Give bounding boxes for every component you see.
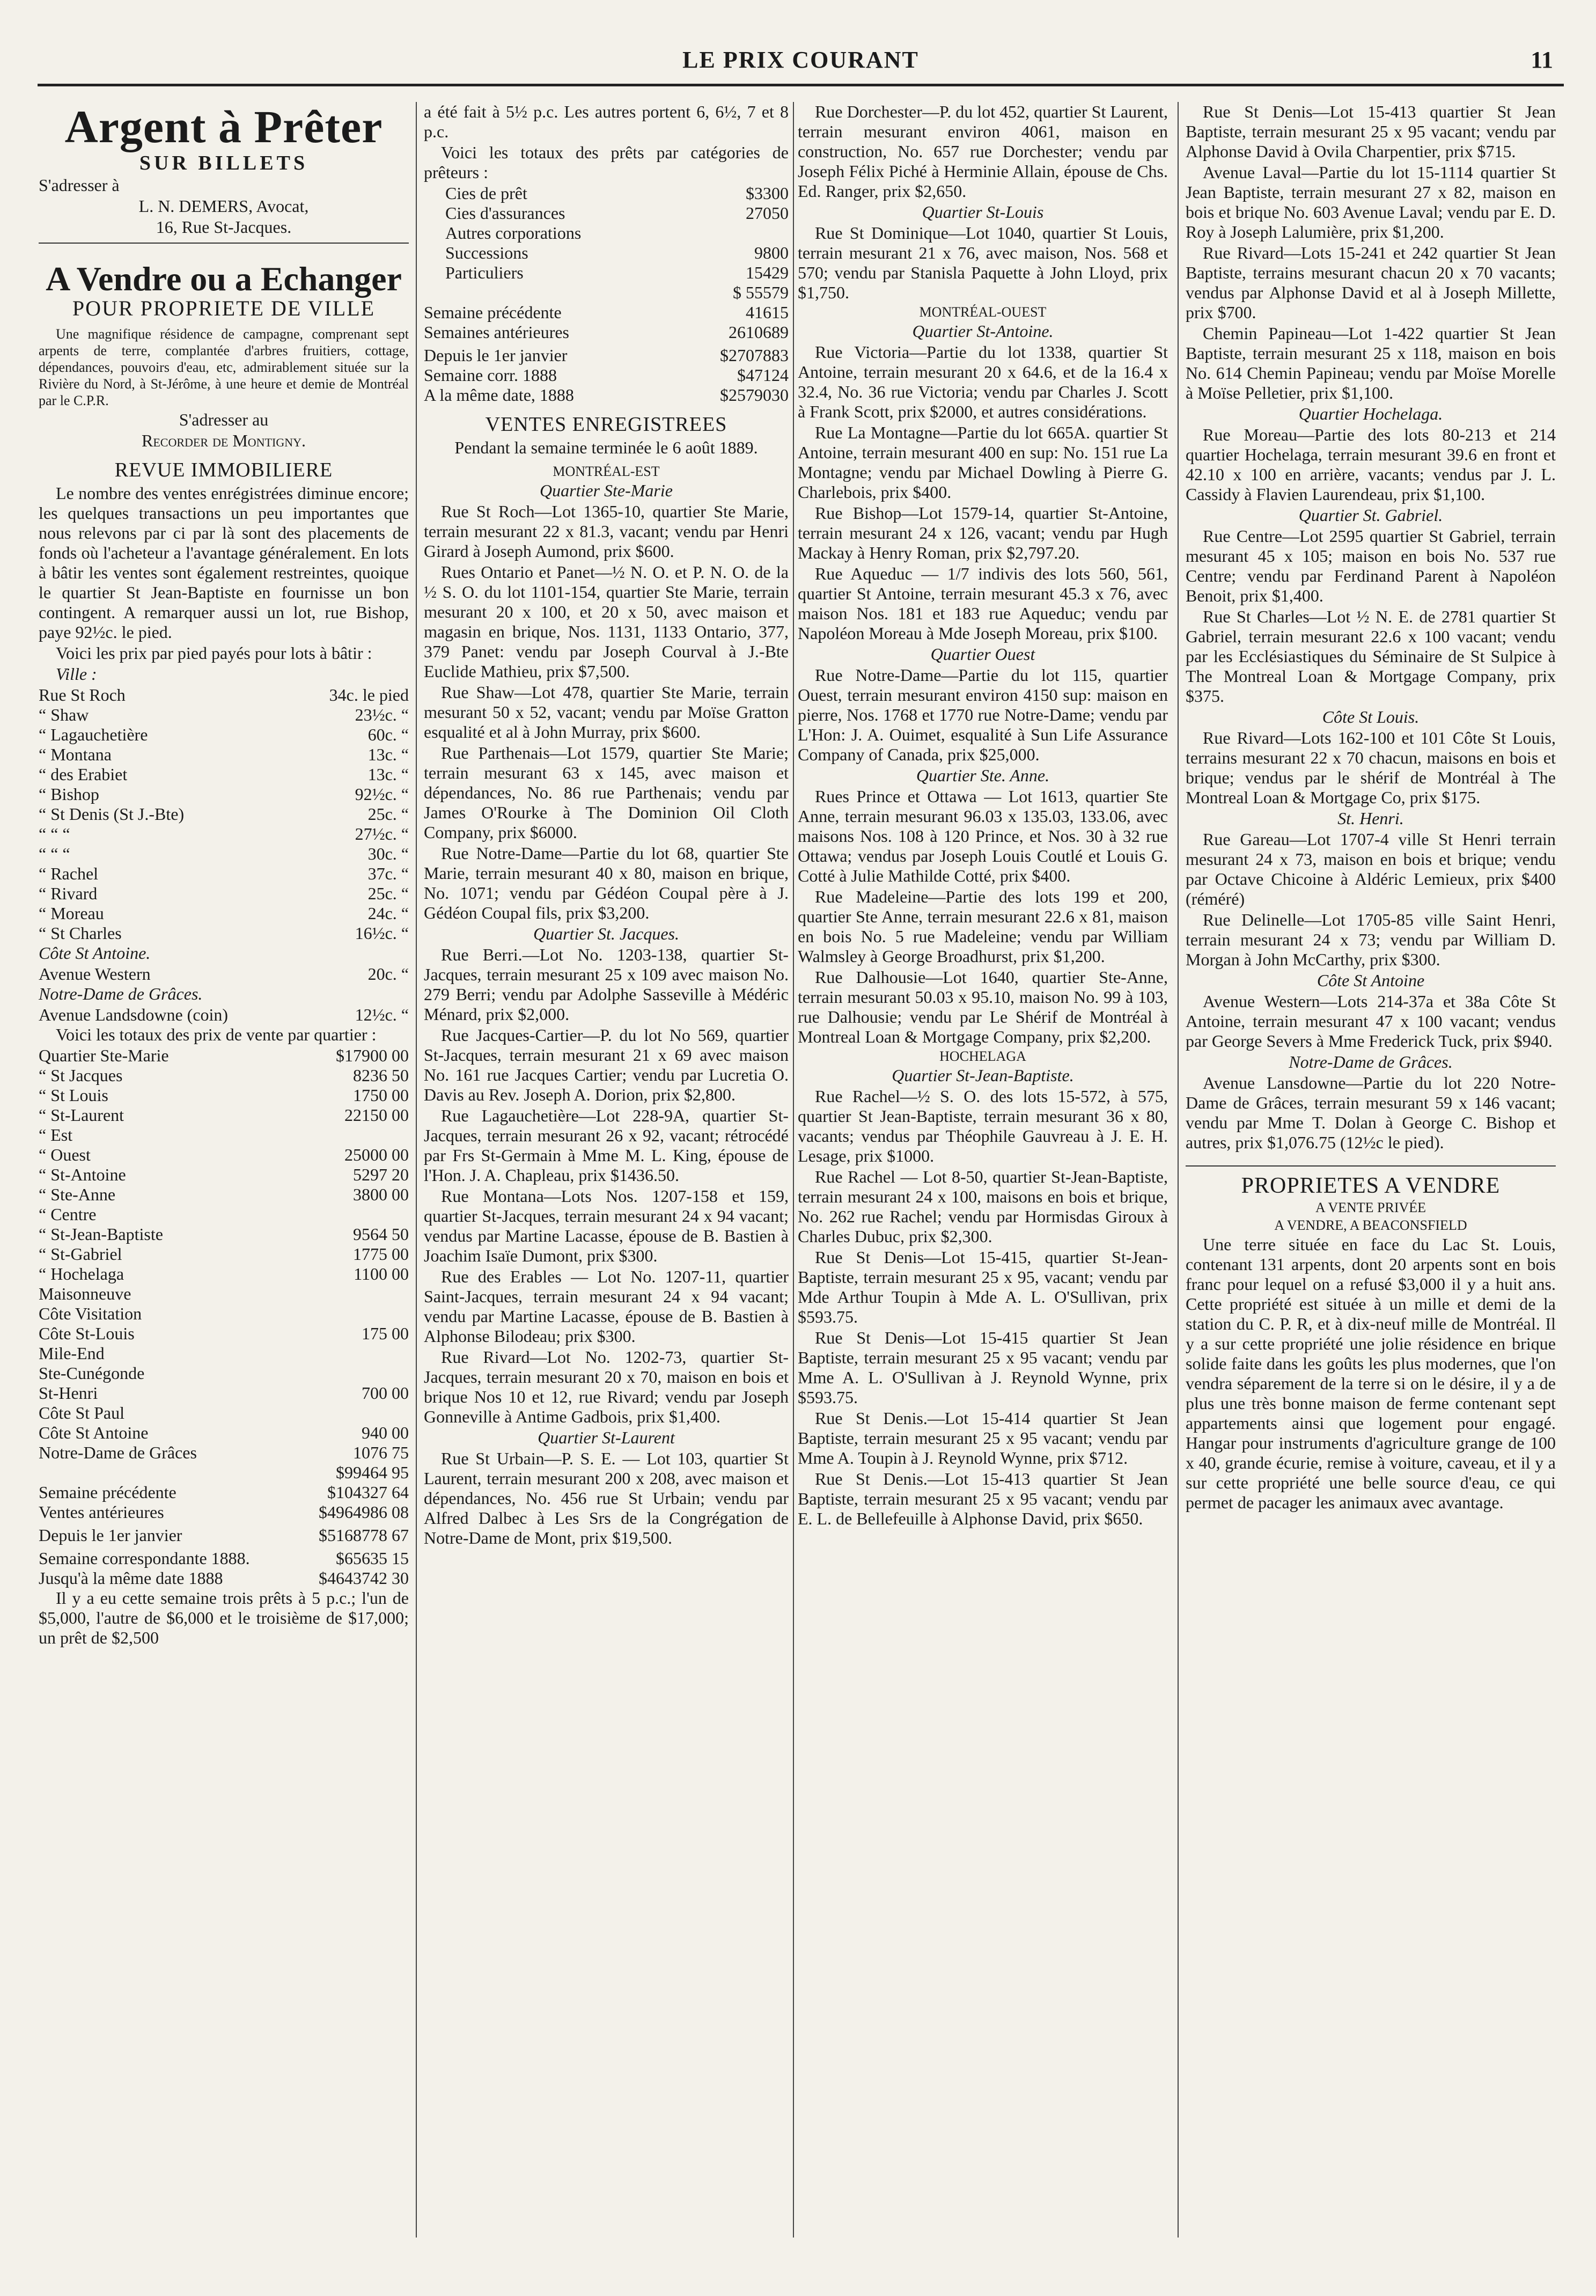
- row-value: 25c. “: [367, 884, 409, 903]
- ad-text: 16, Rue St-Jacques.: [156, 217, 292, 237]
- list-row: [445, 223, 789, 243]
- total-row: [39, 1525, 409, 1545]
- subheading: Notre-Dame de Grâces.: [39, 984, 203, 1003]
- sale-entry: Rue La Montagne—Partie du lot 665A. quartier St Antoine, terrain mesurant 400 en sup: No. 151 rue La Montagne; vendu par Michael Dowling à Pierre G. Charlebois, prix $400.: [798, 423, 1168, 502]
- total-value: $5168778 67: [319, 1525, 409, 1545]
- row-value: 41615: [746, 303, 789, 322]
- sale-entry: Rue Dalhousie—Lot 1640, quartier Ste-Anne, terrain mesurant 50.03 x 95.10, maison No. 99 à 103, rue Dalhousie; vendu par Le Shérif de Montréal à Montreal Loan & Mortgage Company, prix $2,200.: [798, 967, 1168, 1046]
- column-rule: [1178, 102, 1179, 2238]
- price-label: Avenue Landsdowne (coin): [39, 1005, 229, 1024]
- row-value: [328, 1125, 409, 1145]
- section-subtitle: Pendant la semaine terminée le 6 août 1889.: [454, 438, 758, 457]
- total-row: [424, 283, 789, 303]
- list-row: [39, 1085, 409, 1105]
- total-row: [39, 1463, 409, 1483]
- price-row: [39, 1005, 409, 1025]
- list-row: [39, 784, 409, 804]
- sales-list: [1186, 830, 1556, 970]
- newspaper-title: LE PRIX COURANT: [682, 47, 919, 73]
- list-row: [39, 1423, 409, 1443]
- row-value: 23½c. “: [355, 705, 409, 724]
- row-label: A la même date, 1888: [424, 385, 574, 405]
- sale-entry: Rue Berri.—Lot No. 1203-138, quartier St-Jacques, terrain mesurant 25 x 109 avec maison No. 279 Berri; vendu par Adolphe Sasseville à Médéric Ménard, prix $2,000.: [424, 945, 789, 1024]
- sale-entry: Avenue Laval—Partie du lot 15-1114 quartier St Jean Baptiste, terrain mesurant 27 x 82, maison en bois et brique No. 603 Avenue Laval; vendu par E. D. Roy à Joseph Lalumière, prix $1,200.: [1186, 163, 1556, 241]
- row-label: “ Rachel: [39, 864, 99, 883]
- sale-entry: Avenue Western—Lots 214-37a et 38a Côte St Antoine, terrain mesurant 47 x 100 vacant; vendus par George Severs à Mme Frederick Tuck, prix $940.: [1186, 992, 1556, 1051]
- paragraph: Voici les totaux des prix de vente par quartier :: [56, 1025, 377, 1044]
- row-value: [328, 1304, 409, 1324]
- ward-heading: Côte St Louis.: [1322, 707, 1420, 727]
- row-label: Côte St Paul: [39, 1403, 125, 1422]
- row-label: “ Shaw: [39, 705, 89, 724]
- summary-list: [424, 346, 789, 405]
- row-value: 9564 50: [353, 1224, 409, 1244]
- sale-entry: Rue Bishop—Lot 1579-14, quartier St-Antoine, terrain mesurant 24 x 126, vacant; vendu par Hugh Mackay à Henry Roman, prix $2,797.20.: [798, 503, 1168, 562]
- row-value: [328, 1403, 409, 1423]
- ward-heading: Notre-Dame de Grâces.: [1289, 1052, 1453, 1072]
- row-label: Semaine précédente: [39, 1483, 176, 1502]
- sales-list: [798, 787, 1168, 1047]
- sale-entry: Rue Rivard—Lots 15-241 et 242 quartier St Jean Baptiste, terrains mesurant chacun 20 x 70 vacants; vendus par Alphonse David et al à Joseph Millette, prix $700.: [1186, 243, 1556, 322]
- price-row: [39, 964, 409, 984]
- list-row: [39, 1105, 409, 1125]
- sales-list: [1186, 992, 1556, 1051]
- row-value: 37c. “: [367, 864, 409, 883]
- sale-entry: Rue Victoria—Partie du lot 1338, quartier St Antoine, terrain mesurant 20 x 64.6, et de la 16.4 x 32.4, No. 36 rue Victoria; vendu par Charles J. Scott à Frank Scott, prix $2000, et autres considérations.: [798, 342, 1168, 421]
- row-value: 2610689: [729, 322, 789, 342]
- sale-entry: Rue des Erables — Lot No. 1207-11, quartier Saint-Jacques, terrain mesurant 24 x 94 vacant; vendu par Martine Lacasse, épouse de B. Bastien à Alphonse Bilodeau; prix $300.: [424, 1267, 789, 1346]
- list-row: [445, 203, 789, 223]
- list-row: [39, 1344, 409, 1363]
- sales-list: [1186, 1073, 1556, 1153]
- row-label: Notre-Dame de Grâces: [39, 1443, 197, 1462]
- list-row: [39, 1244, 409, 1264]
- row-label: St-Henri: [39, 1383, 98, 1403]
- paragraph: Une terre située en face du Lac St. Louis, contenant 131 arpents, dont 20 arpents sont en bois franc pour lequel on a refusé $3,000 il y a huit ans. Cette propriété est située à un mille et demi de la station du C. P. R, et à dix-neuf mille de Montréal. Il y a sur cette propriété une jolie résidence en brique solide faite dans les goûts les plus modernes, que l'on vendra séparement de la terre si on le désire, il y a de plus une très bonne maison de ferme contenant sept appartements ainsi que logement pour engagé. Hangar pour instruments d'agriculture grange de 100 x 40, grande écurie, remise à voiture, caveau, et il y a sur cette propriété une belle source d'eau, ce qui permet de pacager les animaux avec avantage.: [1186, 1235, 1556, 1512]
- row-value: [328, 1205, 409, 1224]
- sale-entry: Rues Ontario et Panet—½ N. O. et P. N. O. de la ½ S. O. du lot 1101-154, quartier Ste Marie, terrain mesurant 20 x 100, et 20 x 50, avec maison et magasin en brique, Nos. 1131, 1133 Ontario, 377, 379 Panet: vendu par Joseph Courval à J.-Bte Euclide Mathieu, prix $7,500.: [424, 562, 789, 681]
- row-label: “ Bishop: [39, 784, 99, 804]
- ward-heading: Quartier St-Antoine.: [912, 321, 1054, 341]
- paragraph: Le nombre des ventes enrégistrées diminue encore; les quelques transactions un peu importantes que nous relevons par ci par là sont des placements de fonds où l'acheteur a l'avantage généralement. En lots à bâtir les ventes sont également restreintes, quoique le quartier St Jean-Baptiste en fournisse un bon contingent. A remarquer aussi un lot, rue Bishop, paye 92½c. le pied.: [39, 483, 409, 642]
- row-label: Ventes antérieures: [39, 1502, 164, 1522]
- row-value: 60c. “: [367, 725, 409, 744]
- row-label: “ “ “: [39, 844, 70, 863]
- list-row: [39, 824, 409, 844]
- section-subtitle: A VENTE PRIVÉE: [1315, 1200, 1426, 1215]
- row-label: “ des Erabiet: [39, 765, 128, 784]
- sale-entry: Rue St Denis—Lot 15-415 quartier St Jean Baptiste, terrain mesurant 25 x 95 vacant; vendu par Mme A. L. O'Sullivan à J. Reynold Wynne, prix $593.75.: [798, 1328, 1168, 1407]
- ward-heading: Quartier Ste. Anne.: [916, 766, 1050, 785]
- row-label: Côte St Antoine: [39, 1423, 149, 1442]
- sale-entry: Rue Rivard—Lot No. 1202-73, quartier St-Jacques, terrain mesurant 20 x 70, maison en bois et brique Nos 10 et 12, rue Rivard; vendu par Joseph Gonneville à Antime Gadbois, prix $1,400.: [424, 1347, 789, 1426]
- sale-entry: Rue St Dominique—Lot 1040, quartier St Louis, terrain mesurant 21 x 76, avec maison, Nos. 568 et 570; vendu par Stanisla Paquette à John Lloyd, prix $1,750.: [798, 223, 1168, 302]
- list-row: [424, 346, 789, 365]
- list-row: [39, 685, 409, 705]
- price-label: Avenue Western: [39, 964, 151, 984]
- sale-entry: Rue St Denis.—Lot 15-414 quartier St Jean Baptiste, terrain mesurant 25 x 95 vacant; vendu par Mme A. Toupin à J. Reynold Wynne, prix $712.: [798, 1409, 1168, 1468]
- subheading: Ville :: [56, 664, 97, 684]
- district-heading: MONTRÉAL-EST: [553, 464, 660, 479]
- row-value: 30c. “: [367, 844, 409, 863]
- row-value: 700 00: [362, 1383, 409, 1403]
- row-value: 15429: [746, 263, 789, 282]
- ad-text: S'adresser au: [179, 410, 269, 429]
- sale-entry: Rue Delinelle—Lot 1705-85 ville Saint Henri, terrain mesurant 24 x 73; vendu par William D. Morgan à John McCarthy, prix $300.: [1186, 910, 1556, 969]
- list-row: [424, 365, 789, 385]
- row-label: Semaines antérieures: [424, 322, 569, 342]
- row-label: Rue St Roch: [39, 685, 126, 705]
- column-1: [39, 102, 409, 2259]
- list-row: [39, 904, 409, 923]
- row-label: “ St Louis: [39, 1085, 108, 1105]
- ad-text: Recorder de Montigny.: [142, 431, 306, 450]
- sale-entry: Rue Aqueduc — 1/7 indivis des lots 560, 561, quartier St Antoine, terrain mesurant 45.3 x 76, avec maison Nos. 181 et 183 rue Aqueduc; vendu par Napoléon Moreau à Mde Joseph Moreau, prix $100.: [798, 564, 1168, 643]
- sale-entry: Chemin Papineau—Lot 1-422 quartier St Jean Baptiste, terrain mesurant 25 x 118, maison en bois No. 614 Chemin Papineau; vendu par Moïse Morelle à Moïse Pelletier, prix $1,100.: [1186, 324, 1556, 402]
- row-label: “ Est: [39, 1125, 73, 1145]
- paragraph: Il y a eu cette semaine trois prêts à 5 p.c.; l'un de $5,000, l'autre de $6,000 et le troisième de $17,000; un prêt de $2,500: [39, 1588, 409, 1647]
- row-label: Particuliers: [445, 263, 524, 282]
- sales-list: [798, 102, 1168, 201]
- list-row: [39, 1568, 409, 1588]
- totals-list: [39, 1046, 409, 1463]
- masthead: [38, 42, 1564, 86]
- row-label: Mile-End: [39, 1344, 105, 1363]
- ward-heading: Quartier Ste-Marie: [540, 481, 673, 500]
- list-row: [39, 1224, 409, 1244]
- sales-list: [424, 502, 789, 923]
- row-value: 24c. “: [367, 904, 409, 923]
- sale-entry: Rue Montana—Lots Nos. 1207-158 et 159, quartier St-Jacques, terrain mesurant 24 x 94 vacant; vendus par Martine Lacasse, épouse de B. Bastien à Joachim Isaïe Dumont, prix $300.: [424, 1186, 789, 1265]
- list-row: [39, 1502, 409, 1522]
- list-row: [424, 322, 789, 342]
- list-row: [424, 303, 789, 322]
- section-subtitle: A VENDRE, A BEACONSFIELD: [1274, 1217, 1467, 1233]
- total-value: $ 55579: [733, 283, 789, 302]
- row-value: $17900 00: [336, 1046, 409, 1065]
- column-rule: [416, 102, 417, 2238]
- row-value: 8236 50: [353, 1066, 409, 1085]
- sales-list: [798, 342, 1168, 643]
- row-value: 25c. “: [367, 804, 409, 824]
- row-value: $104327 64: [327, 1483, 409, 1502]
- list-row: [39, 1383, 409, 1403]
- price-value: 20c. “: [367, 964, 409, 984]
- sales-list: [1186, 102, 1556, 403]
- row-value: [708, 223, 789, 243]
- row-label: Cies de prêt: [445, 184, 527, 203]
- ward-heading: Côte St Antoine: [1316, 971, 1425, 990]
- row-value: [328, 1363, 409, 1383]
- column-2: [424, 102, 789, 2259]
- row-value: $4643742 30: [319, 1568, 409, 1588]
- sales-list: [798, 665, 1168, 765]
- row-value: 9800: [754, 243, 789, 262]
- list-row: [39, 923, 409, 943]
- sale-entry: Rue Parthenais—Lot 1579, quartier Ste Marie; terrain mesurant 63 x 145, avec maison et dépendances, No. 86 rue Parthenais; vendu par James O'Rourke à The Dominion Oil Cloth Company, prix $6000.: [424, 743, 789, 842]
- list-row: [39, 1185, 409, 1205]
- row-value: 1076 75: [353, 1443, 409, 1462]
- list-row: [39, 745, 409, 765]
- sale-entry: Rue Shaw—Lot 478, quartier Ste Marie, terrain mesurant 50 x 52, vacant; vendu par Moïse Gratton esqualité et al à John Murray, prix $600.: [424, 683, 789, 742]
- list-row: [39, 884, 409, 904]
- row-value: 175 00: [362, 1324, 409, 1343]
- paragraph: a été fait à 5½ p.c. Les autres portent 6, 6½, 7 et 8 p.c.: [424, 102, 789, 141]
- row-value: 13c. “: [367, 765, 409, 784]
- list-row: [445, 263, 789, 283]
- row-label: “ Centre: [39, 1205, 97, 1224]
- district-heading: MONTRÉAL-OUEST: [919, 304, 1047, 320]
- list-row: [39, 1046, 409, 1066]
- row-label: “ “ “: [39, 824, 70, 843]
- lenders-list: [424, 184, 789, 283]
- sale-entry: Rue Lagauchetière—Lot 228-9A, quartier St-Jacques, terrain mesurant 26 x 92, vacant; rétrocédé par Frs St-Germain à Mme M. L. King, épouse de l'Hon. J. A. Chapleau, prix $1436.50.: [424, 1106, 789, 1185]
- row-label: “ Ste-Anne: [39, 1185, 116, 1204]
- ad-text: L. N. DEMERS, Avocat,: [138, 196, 309, 216]
- list-row: [39, 1363, 409, 1383]
- ward-heading: St. Henri.: [1337, 809, 1404, 828]
- divider: [39, 243, 409, 244]
- ad-a-vendre: [39, 260, 409, 451]
- price-list: [39, 685, 409, 943]
- row-label: Semaine corr. 1888: [424, 365, 557, 385]
- row-value: 3800 00: [353, 1185, 409, 1204]
- sale-entry: Rue Notre-Dame—Partie du lot 115, quartier Ouest, terrain mesurant environ 4150 sup: maison en pierre, Nos. 1768 et 1770 rue Notre-Dame; vendu par L'Hon: J. A. Ouimet, esqualité à Sun Life Assurance Company of Canada, prix $25,000.: [798, 665, 1168, 764]
- row-value: $2579030: [720, 385, 789, 405]
- row-label: Côte Visitation: [39, 1304, 142, 1323]
- sale-entry: Rue St Urbain—P. S. E. — Lot 103, quartier St Laurent, terrain mesurant 200 x 208, avec maison et dépendances, No. 456 rue St Urbain; vendu par Alfred Dalbec à Les Srs de la Congrégation de Notre-Dame de Mont, prix $19,500.: [424, 1449, 789, 1547]
- row-value: 1750 00: [353, 1085, 409, 1105]
- sales-list: [424, 1449, 789, 1548]
- row-label: “ St-Gabriel: [39, 1244, 122, 1264]
- row-label: “ St-Antoine: [39, 1165, 126, 1184]
- row-label: Ste-Cunégonde: [39, 1363, 145, 1383]
- sale-entry: Rue Dorchester—P. du lot 452, quartier St Laurent, terrain mesurant environ 4061, maison en construction, No. 657 rue Dorchester; vendu par Joseph Félix Piché à Herminie Allain, épouse de Chs. Ed. Ranger, prix $2,650.: [798, 102, 1168, 201]
- row-value: 27050: [746, 203, 789, 223]
- list-row: [39, 1443, 409, 1463]
- row-label: “ Montana: [39, 745, 112, 764]
- row-label: “ St Denis (St J.-Bte): [39, 804, 185, 824]
- sale-entry: Rue Rivard—Lots 162-100 et 101 Côte St Louis, terrains mesurant 22 x 70 chacun, maisons en bois et brique; vendus par le shérif de Montréal à The Montreal Loan & Mortgage Co, prix $175.: [1186, 728, 1556, 807]
- row-label: Successions: [445, 243, 528, 262]
- page-number: 11: [1531, 47, 1553, 73]
- row-label: “ St Jacques: [39, 1066, 123, 1085]
- ad-title: Argent à Prêter: [64, 102, 383, 152]
- list-row: [39, 1264, 409, 1284]
- row-label: Quartier Ste-Marie: [39, 1046, 169, 1065]
- paragraph: Voici les totaux des prêts par catégories de prêteurs :: [424, 143, 789, 182]
- row-value: 92½c. “: [355, 784, 409, 804]
- row-label: Cies d'assurances: [445, 203, 565, 223]
- ad-subtitle: SUR BILLETS: [139, 152, 308, 174]
- row-label: Depuis le 1er janvier: [424, 346, 568, 365]
- sale-entry: Rue St Denis—Lot 15-413 quartier St Jean Baptiste, terrain mesurant 25 x 95 vacant; vendu par Alphonse David à Ovila Charpentier, prix $715.: [1186, 102, 1556, 161]
- list-row: [445, 184, 789, 203]
- list-row: [39, 1324, 409, 1344]
- section-title: REVUE IMMOBILIERE: [114, 459, 333, 481]
- ward-heading: Quartier St. Jacques.: [533, 924, 679, 943]
- sale-entry: Rue Rachel—½ S. O. des lots 15-572, à 575, quartier St Jean-Baptiste, terrain mesurant 36 x 80, vacants; vendus par Théophile Gauvreau à J. E. H. Lesage, prix $1000.: [798, 1087, 1168, 1165]
- column-rule: [793, 102, 794, 2238]
- sales-list: [798, 223, 1168, 303]
- list-row: [39, 1304, 409, 1324]
- list-row: [39, 1205, 409, 1224]
- row-value: $3300: [746, 184, 789, 203]
- ad-subtitle: POUR PROPRIETE DE VILLE: [72, 296, 376, 320]
- total-value: $99464 95: [336, 1463, 409, 1482]
- row-label: “ St-Laurent: [39, 1105, 124, 1125]
- list-row: [39, 705, 409, 725]
- column-3: [798, 102, 1168, 2259]
- ward-heading: Quartier St. Gabriel.: [1298, 505, 1443, 525]
- row-value: 22150 00: [344, 1105, 409, 1125]
- row-label: Jusqu'à la même date 1888: [39, 1568, 223, 1588]
- divider: [1186, 1165, 1556, 1167]
- row-value: 27½c. “: [355, 824, 409, 843]
- summary-list: [39, 1483, 409, 1522]
- row-label: Semaine précédente: [424, 303, 562, 322]
- list-row: [39, 804, 409, 824]
- ward-heading: Quartier St-Laurent: [538, 1428, 675, 1447]
- ad-body: Une magnifique résidence de campagne, comprenant sept arpents de terre, complantée d'arbres fruitiers, cottage, dépendances, pouvoirs d'eau, etc, admirablement située sur la Rivière du Nord, à St-Jérôme, à une heure et demie de Montréal par le C.P.R.: [39, 326, 409, 408]
- row-value: 13c. “: [367, 745, 409, 764]
- sale-entry: Rue Madeleine—Partie des lots 199 et 200, quartier Ste Anne, terrain mesurant 22.6 x 81, maison en bois No. 5 rue Madeleine; vendu par William Walmsley à George Broadhurst, prix $1,200.: [798, 887, 1168, 966]
- row-label: “ Moreau: [39, 904, 104, 923]
- row-label: Semaine correspondante 1888.: [39, 1549, 250, 1568]
- ward-heading: Quartier St-Louis: [922, 202, 1044, 222]
- row-value: 25000 00: [344, 1145, 409, 1164]
- list-row: [39, 844, 409, 864]
- section-title: VENTES ENREGISTREES: [485, 413, 727, 436]
- row-value: [328, 1344, 409, 1363]
- ad-argent-a-preter: [39, 102, 409, 237]
- row-value: 34c. le pied: [329, 685, 409, 705]
- sale-entry: Rues Prince et Ottawa — Lot 1613, quartier Ste Anne, terrain mesurant 96.03 x 135.03, 133.06, avec maisons Nos. 108 à 120 Prince, et Nos. 30 à 32 rue Ottawa; vendus par Joseph Louis Coutlé et Louis G. Cotté à Julie Mathilde Cotté, prix $400.: [798, 787, 1168, 885]
- row-value: $65635 15: [336, 1549, 409, 1568]
- summary-list: [424, 303, 789, 342]
- row-value: 5297 20: [353, 1165, 409, 1184]
- row-label: “ St-Jean-Baptiste: [39, 1224, 163, 1244]
- ad-title: A Vendre ou a Echanger: [46, 260, 402, 298]
- district-heading: HOCHELAGA: [939, 1048, 1026, 1064]
- paragraph: Voici les prix par pied payés pour lots à bâtir :: [56, 643, 372, 663]
- comparison-list: [39, 1549, 409, 1588]
- sales-list: [1186, 425, 1556, 504]
- list-row: [39, 1125, 409, 1145]
- row-value: 940 00: [362, 1423, 409, 1442]
- sale-entry: Rue Rachel — Lot 8-50, quartier St-Jean-Baptiste, terrain mesurant 24 x 100, maisons en bois et brique, No. 262 rue Rachel; vendu par Hormisdas Giroux à Charles Dubuc, prix $2,300.: [798, 1167, 1168, 1246]
- sale-entry: Rue Notre-Dame—Partie du lot 68, quartier Ste Marie, terrain mesurant 40 x 80, maison en brique, No. 1071; vendu par Gédéon Coupal père à J. Gédéon Coupal fils, prix $3,200.: [424, 843, 789, 922]
- row-label: “ St Charles: [39, 923, 122, 943]
- column-4: [1186, 102, 1556, 2259]
- sales-list: [798, 1087, 1168, 1529]
- sale-entry: Rue St Denis.—Lot 15-413 quartier St Jean Baptiste, terrain mesurant 25 x 95 vacant; vendu par E. L. de Bellefeuille à Alphonse David, prix $650.: [798, 1469, 1168, 1528]
- row-value: $2707883: [720, 346, 789, 365]
- sale-entry: Rue Gareau—Lot 1707-4 ville St Henri terrain mesurant 24 x 73, maison en bois et brique; vendu par Octave Chicoine à Aldéric Lemieux, prix $400 (réméré): [1186, 830, 1556, 908]
- row-label: Maisonneuve: [39, 1284, 131, 1303]
- sale-entry: Rue St Denis—Lot 15-415, quartier St-Jean-Baptiste, terrain mesurant 25 x 95, vacant; vendu par Mde Arthur Toupin à Mde A. L. O'Sullivan, prix $593.75.: [798, 1248, 1168, 1326]
- row-value: [328, 1284, 409, 1304]
- price-value: 12½c. “: [355, 1005, 409, 1024]
- row-value: 16½c. “: [355, 923, 409, 943]
- sales-list: [1186, 526, 1556, 706]
- section-title: PROPRIETES A VENDRE: [1241, 1173, 1501, 1198]
- ward-heading: Quartier Ouest: [930, 644, 1035, 664]
- sale-entry: Rue St Charles—Lot ½ N. E. de 2781 quartier St Gabriel, terrain mesurant 22.6 x 100 vacant; vendu par les Ecclésiastiques du Séminaire de St Sulpice à The Montreal Loan & Mortgage Company, prix $375.: [1186, 607, 1556, 706]
- total-label: Depuis le 1er janvier: [39, 1525, 182, 1545]
- ad-text: S'adresser à: [39, 175, 120, 195]
- list-row: [39, 1066, 409, 1085]
- sale-entry: Avenue Lansdowne—Partie du lot 220 Notre-Dame de Grâces, terrain mesurant 59 x 146 vacant; vendu par Mme T. Dolan à George C. Bishop et autres, prix $1,076.75 (12½c le pied).: [1186, 1073, 1556, 1152]
- list-row: [424, 385, 789, 405]
- ward-heading: Quartier Hochelaga.: [1298, 404, 1443, 423]
- list-row: [39, 1284, 409, 1304]
- list-row: [39, 1145, 409, 1165]
- list-row: [39, 1165, 409, 1185]
- row-label: “ Hochelaga: [39, 1264, 124, 1283]
- list-row: [445, 243, 789, 263]
- row-label: “ Rivard: [39, 884, 98, 903]
- row-label: Côte St-Louis: [39, 1324, 135, 1343]
- list-row: [39, 1549, 409, 1568]
- row-value: 1775 00: [353, 1244, 409, 1264]
- ward-heading: Quartier St-Jean-Baptiste.: [892, 1066, 1074, 1085]
- list-row: [39, 1483, 409, 1502]
- sale-entry: Rue Moreau—Partie des lots 80-213 et 214 quartier Hochelaga, terrain mesurant 39.6 en front et 42.10 x 100 en arrière, vacants; vendus par J. L. Cassidy à Flavien Laurendeau, prix $1,100.: [1186, 425, 1556, 504]
- list-row: [39, 864, 409, 884]
- sales-list: [1186, 728, 1556, 808]
- row-label: Autres corporations: [445, 223, 582, 243]
- subheading: Côte St Antoine.: [39, 943, 151, 963]
- row-label: “ Lagauchetière: [39, 725, 148, 744]
- sale-entry: Rue Jacques-Cartier—P. du lot No 569, quartier St-Jacques, terrain mesurant 21 x 69 avec maison No. 161 rue Jacques Cartier; vendu par Lucretia O. Davis au Rev. Joseph A. Dorion, prix $2,800.: [424, 1025, 789, 1104]
- sale-entry: Rue St Roch—Lot 1365-10, quartier Ste Marie, terrain mesurant 22 x 81.3, vacant; vendu par Henri Girard à Joseph Aumond, prix $600.: [424, 502, 789, 561]
- row-value: $47124: [737, 365, 789, 385]
- sale-entry: Rue Centre—Lot 2595 quartier St Gabriel, terrain mesurant 45 x 105; maison en bois No. 537 rue Centre; vendu par Ferdinand Parent à Napoléon Benoit, prix $1,400.: [1186, 526, 1556, 605]
- list-row: [39, 1403, 409, 1423]
- row-value: 1100 00: [354, 1264, 409, 1283]
- list-row: [39, 725, 409, 745]
- row-value: $4964986 08: [319, 1502, 409, 1522]
- list-row: [39, 765, 409, 784]
- row-label: “ Ouest: [39, 1145, 91, 1164]
- sales-list: [424, 945, 789, 1427]
